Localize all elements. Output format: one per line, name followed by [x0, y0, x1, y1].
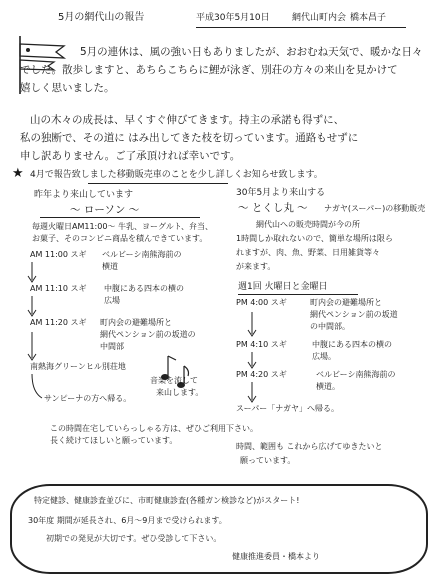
tokushimaru-desc-2: 1時間しか取れないので、簡単な場所は限ら	[236, 234, 393, 243]
notice-line-1: 特定健診、健康診査並びに、市町健康診査(各種ガン検診など)がスタート!	[34, 496, 300, 505]
lawson-stop-2-place-2: 広場	[104, 296, 120, 305]
lawson-name: 〜 ローソン 〜	[70, 204, 140, 216]
tokushimaru-stop-2-place-1: 中腹にある四本の横の	[312, 340, 392, 349]
header-underline	[196, 27, 406, 28]
tokushimaru-name: 〜 とくし丸 〜	[238, 202, 308, 214]
intro-line-3: 嬉しく思いました。	[20, 82, 115, 94]
tokushimaru-desc-1: 網代山への販売時間が今の所	[256, 220, 360, 229]
tokushimaru-stop-3-time: PM 4:20 スギ	[236, 370, 287, 379]
tokushimaru-desc-4: が来ます。	[236, 262, 276, 271]
lawson-stop-3-time: AM 11:20 スギ	[30, 318, 87, 327]
tokushimaru-desc-3: れますが、肉、魚、野菜、日用雑貨等々	[236, 248, 380, 257]
notice-line-2: 30年度 期間が延長され、6月〜9月まで受けられます。	[28, 516, 227, 525]
lawson-music-1: 音楽を流して	[150, 376, 198, 385]
lawson-stop-2-time: AM 11:10 スギ	[30, 284, 87, 293]
notice-line-3: 初期での発見が大切です。ぜひ受診して下さい。	[46, 534, 222, 543]
intro-line-2: でした。散歩しますと、あちらこちらに鯉が泳ぎ、別荘の方々の来山を見かけて	[20, 64, 398, 76]
star-icon: ★	[12, 166, 24, 181]
lawson-music-2: 来山します。	[156, 388, 204, 397]
trees-line-1: 山の木々の成長は、早くすぐ伸びてきます。持主の承諾も得ずに、	[30, 114, 345, 126]
tokushimaru-stop-1-place-3: の中間部。	[310, 322, 350, 331]
closing-left-1: この時間在宅していらっしゃる方は、ぜひご利用下さい。	[50, 424, 258, 433]
tokushimaru-stop-1-place-2: 網代ペンション前の坂道	[310, 310, 398, 319]
tokushimaru-since: 30年5月より来山する	[236, 188, 326, 198]
report-title: 5月の網代山の報告	[58, 12, 145, 23]
mobile-sales-heading: 4月で報告致しました移動販売車のことを少し詳しくお知らせ致します。	[30, 170, 323, 180]
lawson-stop-3-place-1: 町内会の避難場所と	[100, 318, 172, 327]
report-date: 平成30年5月10日	[196, 13, 270, 23]
lawson-desc-2: お菓子、そのコンビニ商品を積んできています。	[32, 234, 208, 243]
lawson-stop-3-place-3: 中間部	[100, 342, 124, 351]
tokushimaru-stop-3-place-1: ベルビーシ南熊海前の	[316, 370, 396, 379]
lawson-route-arrows	[24, 258, 44, 408]
lawson-name-underline	[40, 217, 200, 218]
lawson-stop-1-place-2: 横道	[102, 262, 118, 271]
notice-signature: 健康推進委員・橋本より	[232, 552, 320, 561]
report-author: 橋本昌子	[350, 13, 387, 23]
closing-left-2: 長く続けてほしいと願っています。	[50, 436, 178, 445]
closing-right-2: 願っています。	[240, 456, 296, 465]
tokushimaru-stop-3-place-2: 横道。	[316, 382, 340, 391]
tokushimaru-stop-1-place-1: 町内会の避難場所と	[310, 298, 382, 307]
lawson-stop-1-time: AM 11:00 スギ	[30, 250, 87, 259]
tokushimaru-route-arrows	[244, 308, 264, 418]
intro-line-1: 5月の連休は、風の強い日もありましたが、おおむね天気で、暖かな日々	[80, 46, 423, 58]
heading-underline	[88, 183, 228, 184]
trees-line-2: 私の独断で、その道に はみ出してきた枝を切っています。通路もせずに	[20, 132, 359, 144]
report-org: 網代山町内会	[292, 13, 347, 23]
lawson-since: 昨年より来山しています	[34, 190, 134, 200]
tokushimaru-stop-2-place-2: 広場。	[312, 352, 336, 361]
lawson-end: サンピーナの方へ帰る。	[44, 394, 132, 403]
lawson-stop-2-place-1: 中腹にある四本の横の	[104, 284, 184, 293]
lawson-stop-3-place-2: 網代ペンション前の坂道の	[100, 330, 196, 339]
trees-line-3: 申し訳ありません。ご了承頂ければ幸いです。	[20, 150, 241, 162]
tokushimaru-name-sub: ナガヤ(スーパー)の移動販売	[324, 204, 426, 213]
lawson-stop-1-place-1: ベルビーシ南熊海前の	[102, 250, 182, 259]
tokushimaru-schedule: 週1回 火曜日と金曜日	[238, 282, 328, 292]
lawson-desc-1: 毎週火曜日AM11:00〜 牛乳、ヨーグルト、弁当、	[32, 222, 214, 231]
schedule-underline	[238, 294, 358, 295]
closing-right-1: 時間、範囲も これから広げてゆきたいと	[236, 442, 383, 451]
tokushimaru-stop-2-time: PM 4:10 スギ	[236, 340, 287, 349]
tokushimaru-end: スーパー「ナガヤ」へ帰る。	[236, 404, 340, 413]
lawson-after-stop: 南熱海グリーンヒル別荘地	[30, 362, 126, 371]
tokushimaru-stop-1-time: PM 4:00 スギ	[236, 298, 287, 307]
music-note-icon	[158, 352, 198, 392]
